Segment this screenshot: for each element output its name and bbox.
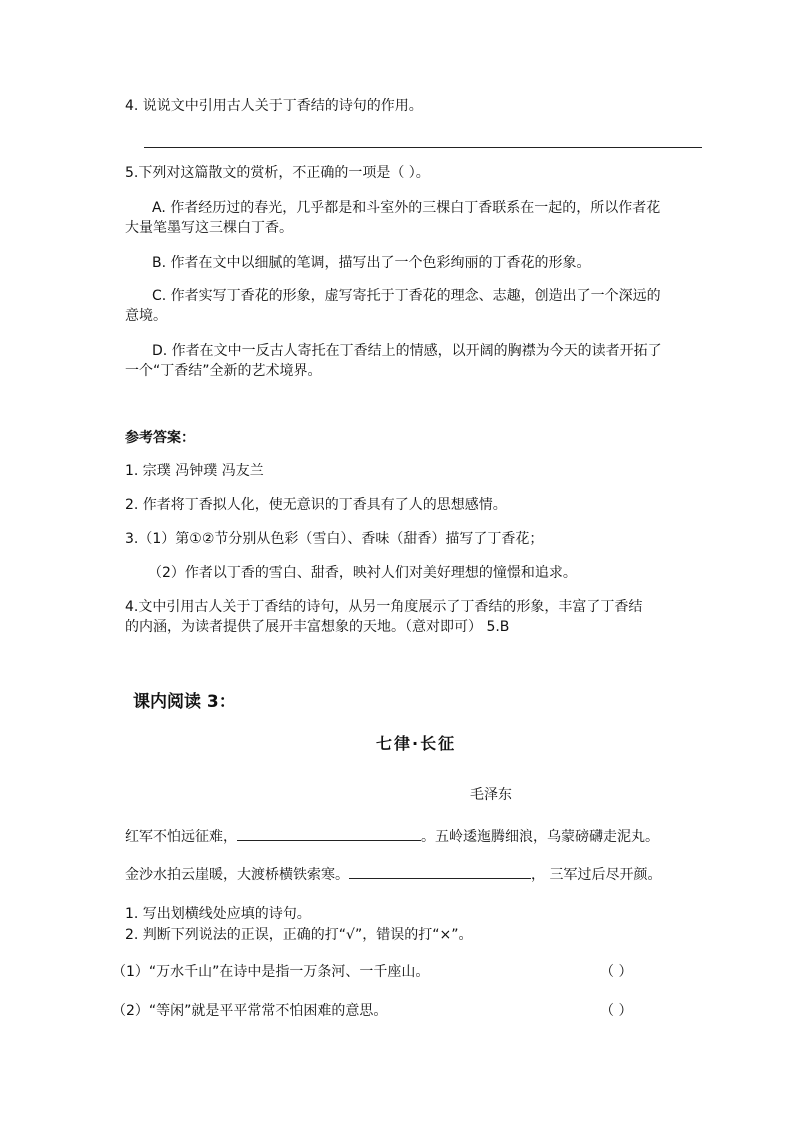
blank-2[interactable] bbox=[349, 864, 531, 879]
option-c-line-1: C. 作者实写丁香花的形象，虚写寄托于丁香花的理念、志趣，创造出了一个深远的 bbox=[152, 288, 661, 304]
option-d-line-2: 一个“丁香结”全新的艺术境界。 bbox=[125, 363, 322, 379]
sub-question-1: 1. 写出划横线处应填的诗句。 bbox=[125, 906, 311, 922]
poem-line-2-end: ， 三军过后尽开颜。 bbox=[531, 867, 662, 883]
poem-line-2-start: 金沙水拍云崖暖，大渡桥横铁索寒。 bbox=[125, 867, 349, 883]
reading-3-heading: 课内阅读 3： bbox=[133, 692, 236, 712]
judgement-1-answer-box[interactable]: （ ） bbox=[600, 964, 633, 980]
answer-4-line-1: 4.文中引用古人关于丁香结的诗句，从另一角度展示了丁香结的形象，丰富了丁香结 bbox=[125, 599, 643, 615]
answer-line-q4[interactable] bbox=[144, 147, 702, 148]
answers-heading: 参考答案： bbox=[125, 430, 195, 446]
poem-line-1-end: 。五岭逶迤腾细浪，乌蒙磅礴走泥丸。 bbox=[421, 829, 659, 845]
answer-4-line-2: 的内涵，为读者提供了展开丰富想象的天地。（意对即可） 5.B bbox=[125, 619, 510, 635]
option-b: B. 作者在文中以细腻的笔调，描写出了一个色彩绚丽的丁香花的形象。 bbox=[152, 255, 591, 271]
answer-2: 2. 作者将丁香拟人化，使无意识的丁香具有了人的思想感情。 bbox=[125, 497, 507, 513]
question-5: 5.下列对这篇散文的赏析，不正确的一项是（ ）。 bbox=[125, 165, 430, 181]
option-a-line-1: A. 作者经历过的春光，几乎都是和斗室外的三棵白丁香联系在一起的，所以作者花 bbox=[152, 200, 661, 216]
judgement-2: （2）“等闲”就是平平常常不怕困难的意思。 bbox=[112, 1003, 388, 1019]
poem-line-1 bbox=[125, 826, 659, 846]
poem-line-1-start: 红军不怕远征难， bbox=[125, 829, 237, 845]
option-d-line-1: D. 作者在文中一反古人寄托在丁香结上的情感，以开阔的胸襟为今天的读者开拓了 bbox=[152, 343, 662, 359]
judgement-2-answer-box[interactable]: （ ） bbox=[600, 1003, 633, 1019]
poem-line-2 bbox=[125, 864, 661, 884]
poem-author: 毛泽东 bbox=[470, 787, 512, 803]
blank-1[interactable] bbox=[237, 826, 421, 841]
option-c-line-2: 意境。 bbox=[125, 308, 167, 324]
poem-title: 七律·长征 bbox=[376, 734, 457, 753]
answer-3-part-1: 3.（1）第①②节分别从色彩（雪白）、香味（甜香）描写了丁香花； bbox=[125, 531, 544, 547]
judgement-1: （1）“万水千山”在诗中是指一万条河、一千座山。 bbox=[112, 964, 430, 980]
answer-1: 1. 宗璞 冯钟璞 冯友兰 bbox=[125, 463, 264, 479]
answer-3-part-2: （2）作者以丁香的雪白、甜香，映衬人们对美好理想的憧憬和追求。 bbox=[148, 565, 577, 581]
sub-question-2: 2. 判断下列说法的正误，正确的打“√”，错误的打“×”。 bbox=[125, 927, 473, 943]
question-4: 4. 说说文中引用古人关于丁香结的诗句的作用。 bbox=[125, 98, 423, 114]
option-a-line-2: 大量笔墨写这三棵白丁香。 bbox=[125, 220, 293, 236]
